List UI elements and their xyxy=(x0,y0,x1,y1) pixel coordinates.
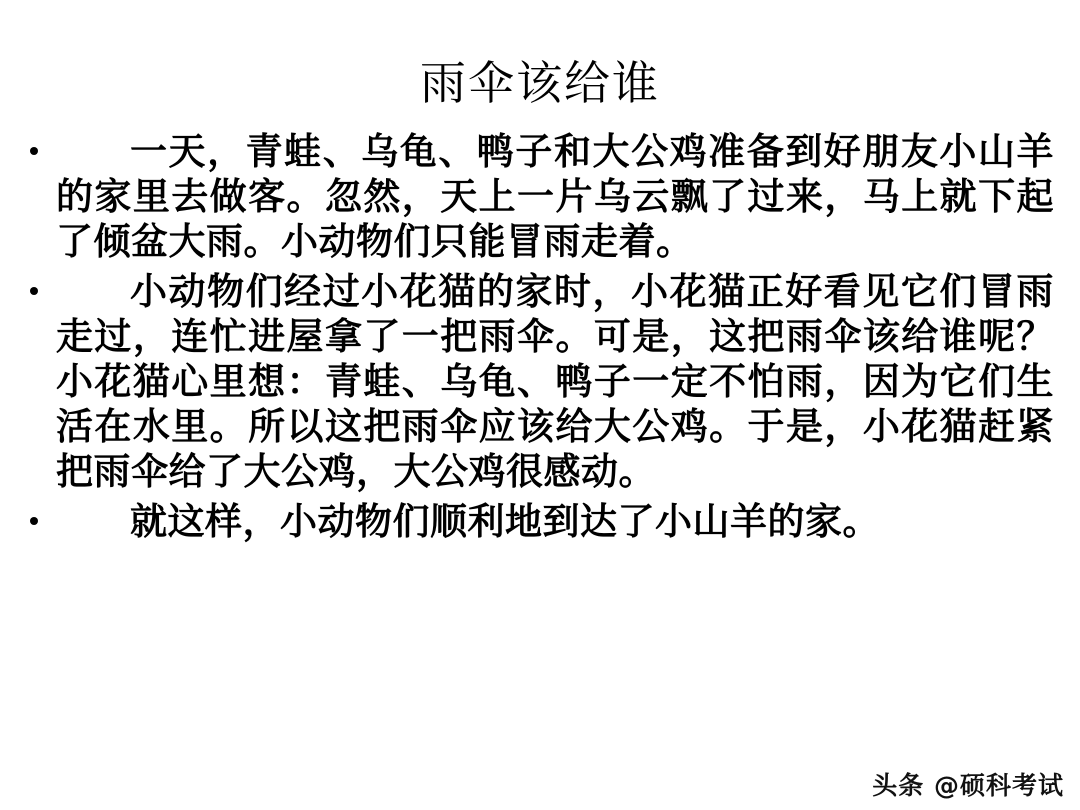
paragraph-text: 一天，青蛙、乌龟、鸭子和大公鸡准备到好朋友小山羊的家里去做客。忽然，天上一片乌云飘了过来，马上就下起了倾盆大雨。小动物们只能冒雨走着。 xyxy=(56,129,1054,263)
watermark-label: 头条 @硕科考试 xyxy=(872,771,1064,800)
paragraph-text: 小动物们经过小花猫的家时，小花猫正好看见它们冒雨走过，连忙进屋拿了一把雨伞。可是，这把雨伞该给谁呢？小花猫心里想：青蛙、乌龟、鸭子一定不怕雨，因为它们生活在水里。所以这把雨伞应该给大公鸡。于是，小花猫赶紧把雨伞给了大公鸡，大公鸡很感动。 xyxy=(56,269,1054,493)
list-item xyxy=(18,129,1054,263)
bullet-icon xyxy=(30,287,38,295)
list-item xyxy=(18,499,1054,544)
bullet-icon xyxy=(30,147,38,155)
paragraph-list xyxy=(0,129,1080,544)
list-item xyxy=(18,269,1054,493)
page-title: 雨伞该给谁 xyxy=(420,56,660,110)
bullet-icon xyxy=(30,517,38,525)
paragraph-text: 就这样，小动物们顺利地到达了小山羊的家。 xyxy=(130,499,880,544)
